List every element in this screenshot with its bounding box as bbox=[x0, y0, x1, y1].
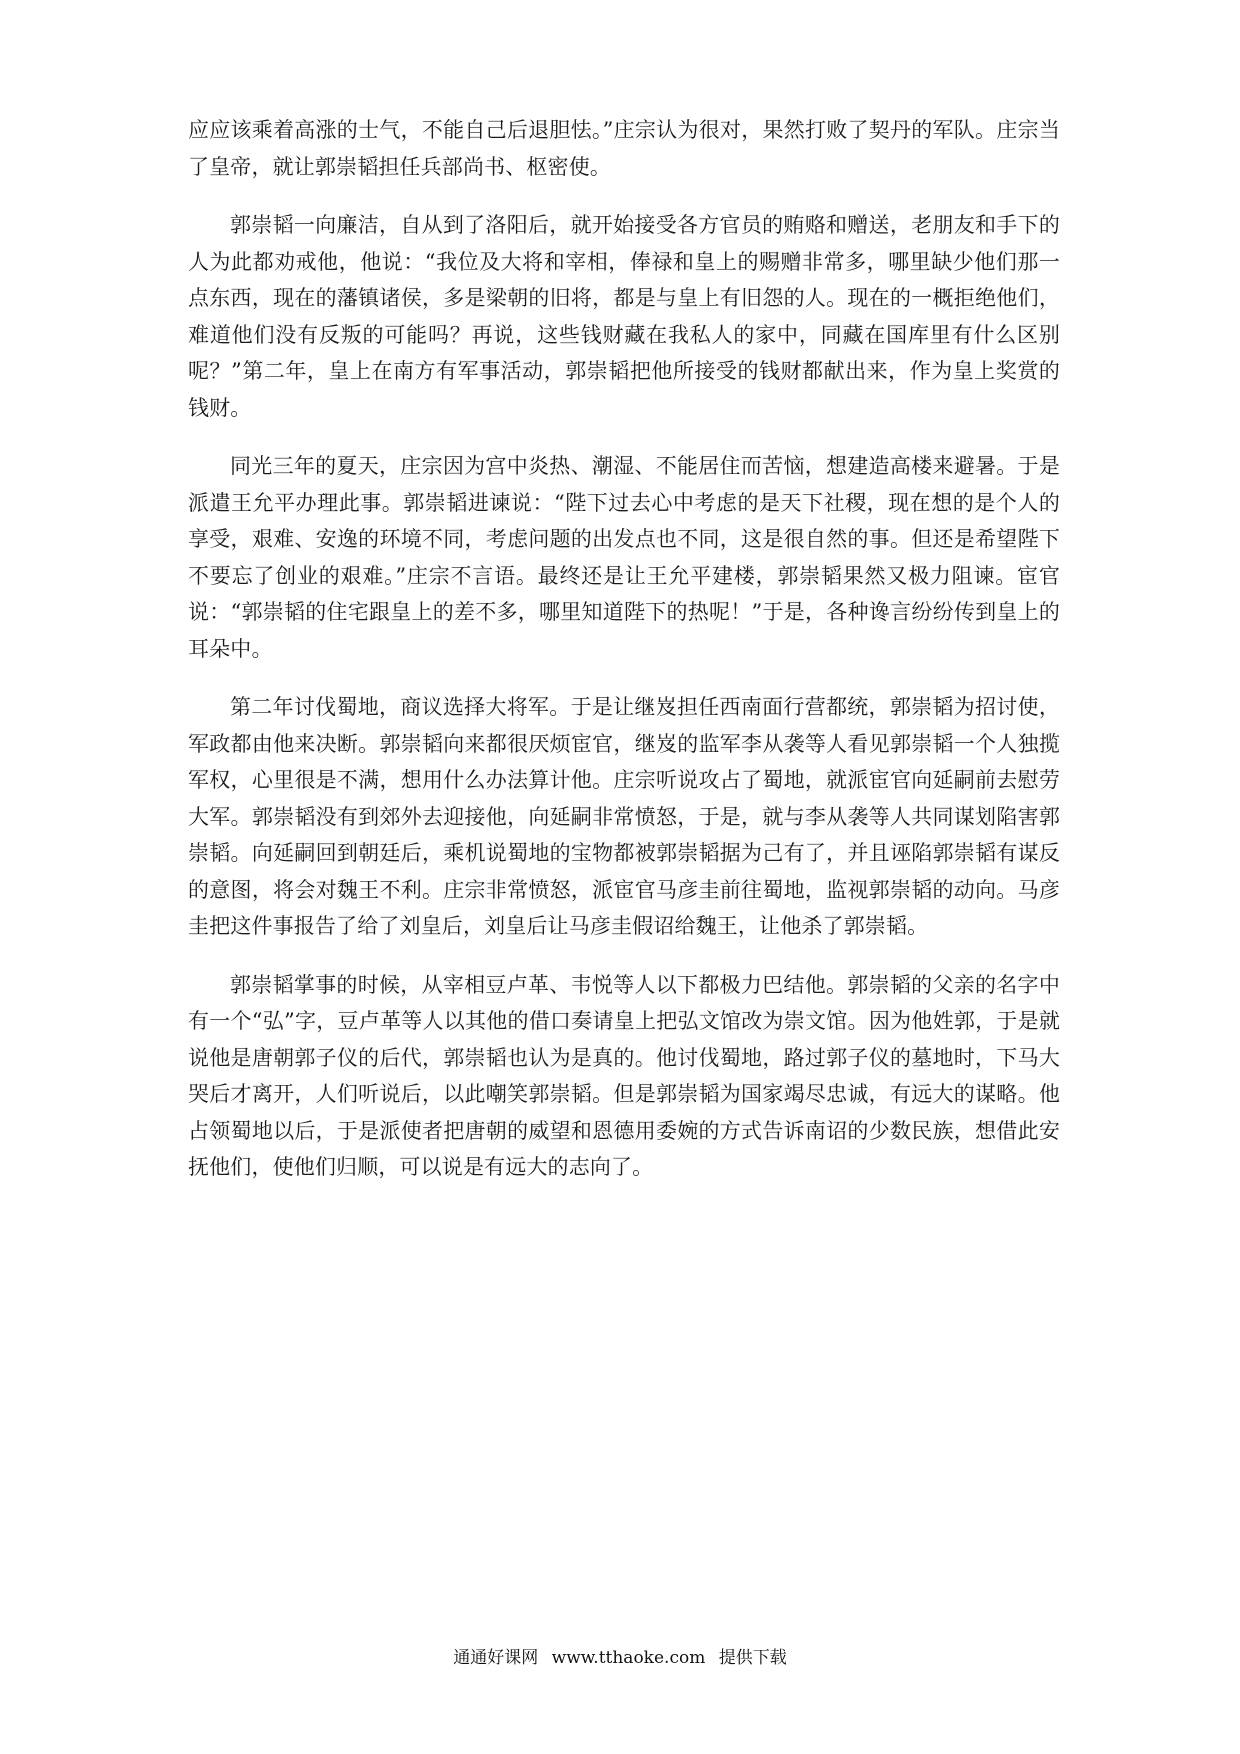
footer-url: www.tthaoke.com bbox=[551, 1648, 706, 1668]
footer-suffix: 提供下载 bbox=[718, 1648, 787, 1668]
paragraph-3: 同光三年的夏天，庄宗因为宫中炎热、潮湿、不能居住而苦恼，想建造高楼来避暑。于是派遣王允平办理此事。郭崇韬进谏说：“陛下过去心中考虑的是天下社稷，现在想的是个人的享受，艰难、安逸的环境不同，考虑问题的出发点也不同，这是很自然的事。但还是希望陛下不要忘了创业的艰难。”庄宗不言语。最终还是让王允平建楼，郭崇韬果然又极力阻谏。宦官说：“郭崇韬的住宅跟皇上的差不多，哪里知道陛下的热呢！”于是，各种谗言纷纷传到皇上的耳朵中。 bbox=[188, 454, 1060, 661]
paragraph-2: 郭崇韬一向廉洁，自从到了洛阳后，就开始接受各方官员的贿赂和赠送，老朋友和手下的人为此都劝戒他，他说：“我位及大将和宰相，俸禄和皇上的赐赠非常多，哪里缺少他们那一点东西，现在的藩镇诸侯，多是梁朝的旧将，都是与皇上有旧怨的人。现在的一概拒绝他们，难道他们没有反叛的可能吗？再说，这些钱财藏在我私人的家中，同藏在国库里有什么区别呢？”第二年，皇上在南方有军事活动，郭崇韬把他所接受的钱财都献出来，作为皇上奖赏的钱财。 bbox=[188, 213, 1060, 420]
paragraph-4: 第二年讨伐蜀地，商议选择大将军。于是让继岌担任西南面行营都统，郭崇韬为招讨使，军政都由他来决断。郭崇韬向来都很厌烦宦官，继岌的监军李从袭等人看见郭崇韬一个人独揽军权，心里很是不满，想用什么办法算计他。庄宗听说攻占了蜀地，就派宦官向延嗣前去慰劳大军。郭崇韬没有到郊外去迎接他，向延嗣非常愤怒，于是，就与李从袭等人共同谋划陷害郭崇韬。向延嗣回到朝廷后，乘机说蜀地的宝物都被郭崇韬据为己有了，并且诬陷郭崇韬有谋反的意图，将会对魏王不利。庄宗非常愤怒，派宦官马彦圭前往蜀地，监视郭崇韬的动向。马彦圭把这件事报告了给了刘皇后，刘皇后让马彦圭假诏给魏王，让他杀了郭崇韬。 bbox=[188, 695, 1060, 938]
paragraph-1: 应应该乘着高涨的士气，不能自己后退胆怯。”庄宗认为很对，果然打败了契丹的军队。庄宗当了皇帝，就让郭崇韬担任兵部尚书、枢密使。 bbox=[188, 118, 1060, 179]
article-body bbox=[188, 112, 1060, 1208]
footer-site-name: 通通好课网 bbox=[453, 1648, 539, 1668]
page-footer bbox=[0, 1646, 1240, 1670]
paragraph-5: 郭崇韬掌事的时候，从宰相豆卢革、韦悦等人以下都极力巴结他。郭崇韬的父亲的名字中有一个“弘”字，豆卢革等人以其他的借口奏请皇上把弘文馆改为崇文馆。因为他姓郭，于是就说他是唐朝郭子仪的后代，郭崇韬也认为是真的。他讨伐蜀地，路过郭子仪的墓地时，下马大哭后才离开，人们听说后，以此嘲笑郭崇韬。但是郭崇韬为国家竭尽忠诚，有远大的谋略。他占领蜀地以后，于是派使者把唐朝的威望和恩德用委婉的方式告诉南诏的少数民族，想借此安抚他们，使他们归顺，可以说是有远大的志向了。 bbox=[188, 972, 1060, 1179]
